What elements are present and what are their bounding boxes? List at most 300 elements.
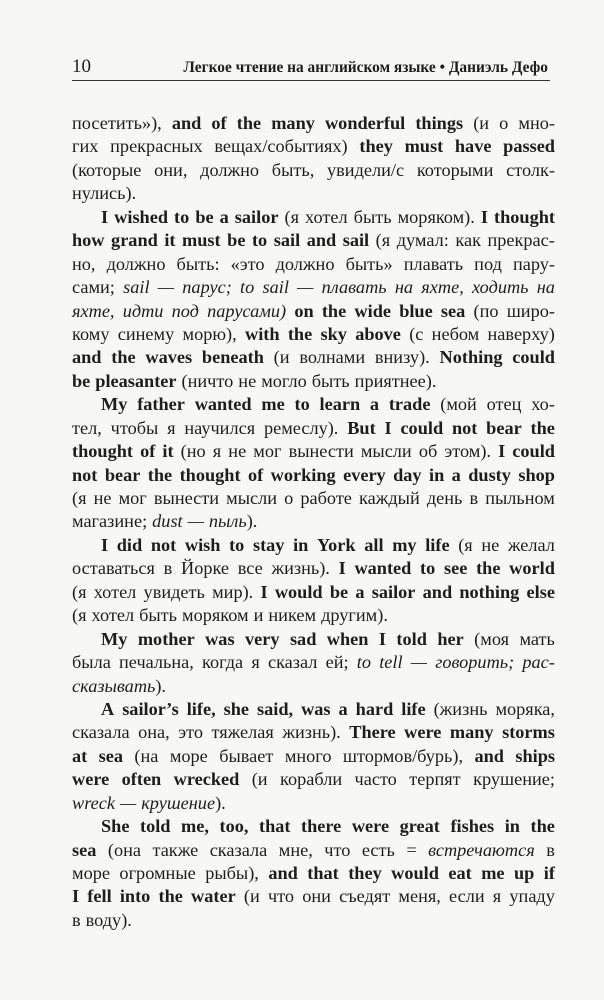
word: in	[504, 816, 520, 837]
word: the	[236, 113, 262, 133]
text-line	[72, 745, 555, 768]
text-line	[72, 698, 555, 721]
word: жизнь).	[282, 722, 341, 743]
word: что	[267, 886, 295, 907]
word: the	[111, 347, 136, 368]
word: думал:	[396, 230, 449, 251]
word: —	[410, 652, 427, 673]
word: быть,	[271, 159, 315, 180]
word: could	[512, 441, 555, 462]
text-line	[72, 768, 555, 791]
word: увидели/с	[327, 159, 405, 180]
word: I	[101, 534, 109, 555]
word: me	[481, 863, 505, 883]
word: wanted	[354, 558, 412, 579]
word: моряком).	[397, 206, 475, 227]
word: (по	[473, 300, 499, 321]
word: bear	[486, 417, 522, 438]
text-line	[72, 440, 555, 463]
word: bear	[104, 464, 141, 485]
word: быть:	[176, 253, 220, 274]
word: (с	[409, 323, 424, 344]
word: (и	[251, 769, 268, 790]
word: with	[245, 323, 280, 344]
word: a	[451, 464, 461, 485]
word: (я	[458, 534, 473, 555]
word: (и	[243, 886, 260, 907]
word: the	[530, 417, 555, 438]
word: на	[394, 277, 414, 298]
word: под	[474, 253, 502, 274]
word: things	[415, 113, 464, 133]
word: world	[509, 558, 555, 579]
word: яхте,	[421, 277, 464, 298]
word: тяжелая	[211, 722, 274, 743]
word: крушение).	[141, 792, 226, 813]
word: I	[378, 628, 386, 649]
word: wreck	[72, 792, 115, 813]
word: быть	[353, 206, 392, 227]
word: nothing	[459, 581, 520, 602]
running-header	[72, 50, 550, 81]
word: мне,	[278, 839, 313, 860]
word: что	[324, 839, 351, 860]
word: sail	[123, 277, 150, 298]
word: прекрас-	[487, 230, 555, 251]
word: dusty	[468, 464, 511, 485]
word: my	[392, 534, 417, 555]
word: that	[307, 863, 339, 883]
word: приятнее).	[354, 370, 437, 391]
word: все	[237, 558, 263, 579]
text-line	[72, 253, 555, 276]
text-line	[72, 839, 555, 862]
word: and	[474, 745, 504, 766]
word: storms	[502, 722, 555, 743]
word: learn	[319, 394, 361, 415]
word: (моя	[474, 628, 510, 649]
word: in	[429, 464, 445, 485]
word: была	[72, 652, 111, 673]
word: рыбы),	[205, 863, 259, 883]
word: идти	[122, 300, 164, 321]
text-line	[72, 487, 555, 510]
word: плавать	[403, 253, 464, 274]
word: to	[294, 394, 310, 415]
word: told	[140, 816, 171, 837]
word: штормов/бурь),	[342, 745, 464, 766]
page-number: 10	[72, 56, 91, 77]
word: many	[449, 722, 494, 743]
word: up	[513, 863, 535, 883]
word: сказывать).	[72, 675, 167, 696]
word: сказал	[267, 652, 318, 673]
word: working	[270, 464, 336, 485]
word: море	[169, 745, 208, 766]
word: and	[171, 113, 202, 133]
word: father	[137, 394, 185, 415]
word: я	[212, 441, 222, 462]
word: sailor	[234, 206, 279, 227]
word: другим).	[321, 605, 388, 626]
word: отец	[486, 394, 522, 415]
word: fishes	[450, 816, 495, 837]
word: волнами	[299, 347, 366, 368]
word: see	[444, 558, 468, 579]
word: the	[158, 886, 183, 907]
word: под	[171, 300, 199, 321]
word: must	[182, 230, 221, 251]
word: sea	[98, 745, 124, 766]
text-line	[72, 135, 555, 158]
word: мог	[118, 488, 147, 508]
word: thought	[72, 441, 133, 462]
word: stay	[252, 534, 285, 555]
word: мысли	[360, 441, 412, 462]
word: it	[162, 441, 174, 462]
word: море	[72, 863, 110, 883]
word: would	[274, 581, 323, 602]
word: —	[297, 277, 314, 298]
word: her	[437, 628, 464, 649]
word: if	[543, 863, 555, 883]
word: плавать	[321, 277, 387, 298]
word: Йорке	[181, 558, 230, 579]
word: работе	[300, 488, 352, 508]
word: чтобы	[110, 417, 159, 438]
text-line	[72, 393, 555, 416]
word: не	[93, 488, 112, 508]
word: хо-	[531, 394, 555, 415]
word: нулись).	[72, 183, 137, 204]
word: the	[530, 816, 555, 837]
word: вынести	[288, 441, 354, 462]
word: Nothing	[439, 347, 503, 368]
word: (и	[473, 113, 490, 133]
word: если	[449, 886, 485, 907]
word: хотел	[305, 206, 348, 227]
word: she	[223, 698, 250, 719]
word: day	[393, 464, 422, 485]
word: когда	[202, 652, 244, 673]
word: be	[329, 581, 349, 602]
word: shop	[518, 464, 555, 485]
word: must	[404, 136, 444, 157]
word: wish	[184, 534, 221, 555]
word: life,	[186, 698, 216, 719]
word: I	[338, 558, 346, 579]
word: это	[178, 722, 203, 743]
word: я	[167, 417, 176, 438]
word: often	[121, 769, 162, 790]
word: sailor	[371, 581, 416, 602]
word: (мой	[440, 394, 477, 415]
word: were	[351, 816, 390, 837]
word: парусами)	[207, 300, 287, 321]
word: to	[174, 206, 190, 227]
word: жизнь).	[271, 558, 330, 579]
word: не	[238, 370, 257, 391]
word: должно	[200, 159, 260, 180]
word: оставаться	[72, 558, 155, 579]
word: говорить;	[435, 652, 515, 673]
word: пыль).	[208, 511, 258, 532]
word: above	[355, 323, 401, 344]
word: of	[140, 441, 156, 462]
word: and	[268, 863, 298, 883]
word: grand	[111, 230, 158, 251]
word: (жизнь	[433, 698, 488, 719]
word: я	[251, 652, 260, 673]
word: также	[152, 839, 199, 860]
word: a	[355, 581, 365, 602]
word: сами;	[72, 277, 115, 298]
word: (я	[72, 581, 87, 602]
word: тел,	[72, 417, 102, 438]
word: be	[72, 370, 91, 391]
text-line	[72, 370, 555, 393]
word: sail	[342, 230, 370, 251]
word: blue	[399, 300, 433, 321]
word: not	[150, 534, 177, 555]
word: eat	[448, 863, 472, 883]
word: have	[454, 136, 492, 157]
word: должно	[106, 253, 166, 274]
text-line	[72, 885, 555, 908]
word: would	[391, 863, 439, 883]
text-line	[72, 792, 555, 815]
word: парус;	[182, 277, 232, 298]
word: of	[247, 464, 264, 485]
word: корабли	[280, 769, 343, 790]
word: воду).	[85, 909, 132, 930]
word: крушение;	[473, 769, 555, 790]
word: to	[251, 230, 268, 251]
text-line	[72, 628, 555, 651]
word: наверху)	[487, 323, 555, 344]
word: не	[228, 441, 247, 462]
word: My	[101, 628, 128, 649]
word: печальна,	[119, 652, 194, 673]
word: пыльном	[485, 488, 555, 508]
word: этом).	[444, 441, 491, 462]
text-line	[72, 206, 555, 229]
word: the	[147, 464, 173, 485]
word: they	[359, 136, 393, 157]
word: вещах/событиях)	[214, 136, 348, 157]
word: быть»	[345, 253, 393, 274]
word: сказала	[72, 722, 130, 743]
word: в	[72, 909, 81, 930]
word: научился	[184, 417, 256, 438]
word: они	[302, 886, 331, 907]
word: вынести	[153, 488, 220, 508]
word: не	[481, 534, 500, 555]
word: (на	[134, 745, 159, 766]
word: to	[229, 534, 245, 555]
word: tell	[379, 652, 403, 673]
text-line	[72, 815, 555, 838]
word: My	[101, 394, 128, 415]
word: there	[301, 816, 342, 837]
word: great	[399, 816, 440, 837]
word: There	[349, 722, 396, 743]
word: о	[499, 113, 509, 133]
text-line	[72, 651, 555, 674]
text-line	[72, 464, 555, 487]
word: very	[245, 628, 280, 649]
word: об	[418, 441, 438, 462]
word: a	[369, 394, 380, 415]
word: магазине;	[72, 511, 148, 532]
word: столк-	[506, 159, 555, 180]
text-line	[72, 182, 555, 205]
word: water	[191, 886, 236, 907]
text-line	[72, 909, 555, 932]
word: wished	[114, 206, 169, 227]
word: sad	[289, 628, 317, 649]
word: were	[72, 769, 110, 790]
word: (но	[180, 441, 206, 462]
word: the	[476, 558, 501, 579]
word: съедят	[339, 886, 391, 907]
word: into	[119, 886, 151, 907]
word: were	[404, 722, 442, 743]
word: to	[240, 277, 255, 298]
word: часто	[354, 769, 397, 790]
word: A	[101, 698, 115, 719]
word: fell	[87, 886, 112, 907]
word: that	[259, 816, 291, 837]
word: в	[546, 839, 555, 860]
word: яхте,	[72, 300, 115, 321]
text-line	[72, 534, 555, 557]
word: мысли	[226, 488, 278, 508]
word: (я	[72, 488, 87, 508]
word: life	[425, 534, 450, 555]
word: сказала	[209, 839, 268, 860]
word: I	[260, 581, 268, 602]
text-line	[72, 323, 555, 346]
word: посетить»),	[72, 113, 162, 133]
word: «это	[230, 253, 265, 274]
word: меня,	[398, 886, 441, 907]
word: was	[205, 628, 235, 649]
word: told	[396, 628, 427, 649]
word: она,	[138, 722, 170, 743]
word: увидеть	[143, 581, 205, 602]
word: бывает	[219, 745, 274, 766]
word: not	[451, 417, 478, 438]
word: морю),	[182, 323, 237, 344]
word: to	[420, 558, 436, 579]
word: when	[326, 628, 369, 649]
word: in	[293, 534, 309, 555]
word: (которые	[72, 159, 142, 180]
word: sail	[273, 230, 301, 251]
word: мог	[253, 441, 282, 462]
word: York	[316, 534, 356, 555]
word: никем	[268, 605, 317, 626]
text-line	[72, 557, 555, 580]
word: the	[287, 323, 313, 344]
word: the	[321, 300, 347, 321]
word: ходить	[472, 277, 529, 298]
word: be	[227, 230, 246, 251]
word: dust	[152, 511, 183, 532]
word: много	[284, 745, 332, 766]
word: день	[426, 488, 463, 508]
word: I	[101, 206, 109, 227]
word: моряком	[182, 605, 249, 626]
word: ей;	[325, 652, 349, 673]
word: о	[284, 488, 294, 508]
word: on	[294, 300, 314, 321]
word: all	[364, 534, 384, 555]
text-line	[72, 346, 555, 369]
word: (я	[72, 605, 87, 626]
word: моряка,	[495, 698, 555, 719]
word: на	[536, 277, 555, 298]
word: =	[406, 839, 417, 860]
word: I	[498, 441, 506, 462]
word: (я	[284, 206, 299, 227]
text-line	[72, 604, 555, 627]
word: быть	[311, 370, 350, 391]
word: в	[163, 558, 173, 579]
word: too,	[219, 816, 249, 837]
word: sea	[72, 839, 97, 860]
text-line	[72, 581, 555, 604]
word: wanted	[194, 394, 252, 415]
word: но,	[72, 253, 96, 274]
text-line	[72, 112, 555, 135]
word: thought	[179, 464, 241, 485]
word: в	[469, 488, 479, 508]
word: every	[343, 464, 386, 485]
word: not	[72, 464, 98, 485]
word: (я	[375, 230, 391, 251]
word: каждый	[359, 488, 420, 508]
word: But	[347, 417, 376, 438]
word: прекрасных	[110, 136, 203, 157]
word: wide	[354, 300, 391, 321]
word: я	[492, 886, 502, 907]
word: терпят	[409, 769, 461, 790]
word: ремеслу).	[263, 417, 339, 438]
word: me,	[181, 816, 209, 837]
word: hard	[355, 698, 394, 719]
word: many	[271, 113, 315, 133]
word: внизу).	[374, 347, 430, 368]
text-line	[72, 510, 555, 533]
word: and	[72, 347, 102, 368]
word: широ-	[506, 300, 555, 321]
word: mother	[137, 628, 195, 649]
word: trade	[388, 394, 431, 415]
text-body	[72, 112, 555, 932]
word: said,	[257, 698, 294, 719]
word: кому	[72, 323, 110, 344]
text-line	[72, 229, 555, 252]
word: did	[116, 534, 143, 555]
word: гих	[72, 136, 99, 157]
word: passed	[503, 136, 555, 157]
word: She	[101, 816, 130, 837]
word: упаду	[509, 886, 555, 907]
text-line	[72, 721, 555, 744]
word: могло	[261, 370, 307, 391]
